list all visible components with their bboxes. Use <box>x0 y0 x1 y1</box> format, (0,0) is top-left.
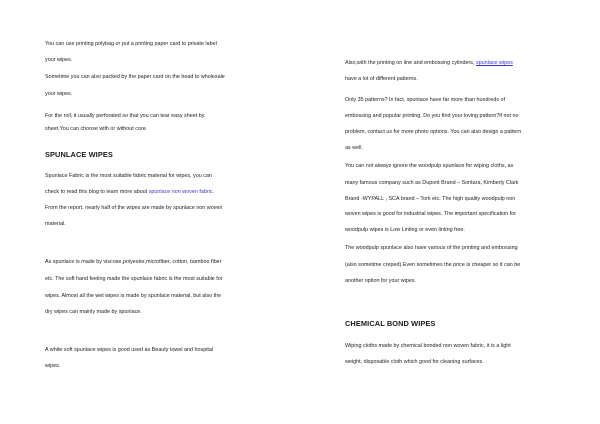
paragraph-line: wipes. Almost all the wet wipes is made by spunlace material, but also the <box>45 293 222 299</box>
paragraph-line: weight, disposable cloth which good for cleaning surfaces. <box>345 359 484 365</box>
paragraph-line: Wiping cloths made by chemical bonded non woven fabric, it is a light <box>345 343 511 349</box>
paragraph-line: Only 35 patterns? In fact, spunlace have far more than hundreds of <box>345 97 506 103</box>
paragraph-line: another option for your wipes. <box>345 278 417 284</box>
paragraph-text: check to read this blog to learn more about <box>45 189 149 195</box>
paragraph-line: material. <box>45 221 66 227</box>
paragraph-line: Sometime you can also packed by the paper card on the head to wholesale <box>45 74 225 80</box>
paragraph-line: For the roll, it usually perforated so that you can tear easy sheet by <box>45 113 205 119</box>
paragraph-line <box>345 59 513 67</box>
paragraph-line: problem, contact us for more photo options. You can also design a pattern <box>345 129 522 135</box>
paragraph-text: . <box>212 189 215 195</box>
paragraph-line: have a lot of different patterns. <box>345 76 418 82</box>
paragraph-line: etc. The soft hand feeling made the spunlace fabric is the most suitable for <box>45 276 223 282</box>
paragraph-line: sheet.You can choose with or without core. <box>45 126 148 132</box>
section-heading-spunlace-wipes: SPUNLACE WIPES <box>45 150 113 159</box>
paragraph-line: As spunlace is made by viscose,polyester,microfiber, cotton, bamboo fiber <box>45 259 222 265</box>
paragraph-line: You can use printing polybag or put a printing paper card to private label <box>45 41 217 47</box>
paragraph-line: A white soft spunlace wipes is good used as Beauty towel and hospital <box>45 347 214 353</box>
paragraph-line: Brand -WYPALL , SCA brand – Tork etc. The high quality woodpulp non <box>345 196 516 202</box>
paragraph-line: as well. <box>345 145 363 151</box>
paragraph-line <box>45 188 214 196</box>
paragraph-line: You can not always ignore the woodpulp spunlace for wiping cloths, as <box>345 163 514 169</box>
spunlace-non-woven-fabric-link[interactable]: spunlace non woven fabric <box>148 189 213 195</box>
paragraph-line: many famous company such as Dupont Brand – Sontara, Kimberly Clark <box>345 180 519 186</box>
paragraph-line: Spunlace Fabric is the most suitable fabric material for wipes, you can <box>45 173 212 179</box>
paragraph-line: The woodpulp spunlace also have various of the printing and embossing <box>345 245 518 251</box>
paragraph-line: From the report, nearly half of the wipes are made by spunlace non woven <box>45 205 223 211</box>
spunlace-wipes-link[interactable]: spunlace wipes <box>475 60 513 66</box>
paragraph-line: your wipes. <box>45 91 73 97</box>
paragraph-line: dry wipes can mainly made by spunlace. <box>45 309 142 315</box>
paragraph-line: woven wipes is good for industrial wipes. The important specification for <box>345 211 516 217</box>
section-heading-chemical-bond-wipes: CHEMICAL BOND WIPES <box>345 319 436 328</box>
paragraph-text: Also,with the printing on line and embossing cylinders, <box>345 60 476 66</box>
paragraph-line: your wipes. <box>45 57 73 63</box>
paragraph-line: embossing and popular printing. Do you find your loving pattern?if not no <box>345 113 519 119</box>
paragraph-line: wipes. <box>45 363 61 369</box>
paragraph-line: (also sometime creped).Even sometimes the price is cheaper so it can be <box>345 262 521 268</box>
paragraph-line: woodpulp wipes is Low Linting or even linting free. <box>345 227 465 233</box>
